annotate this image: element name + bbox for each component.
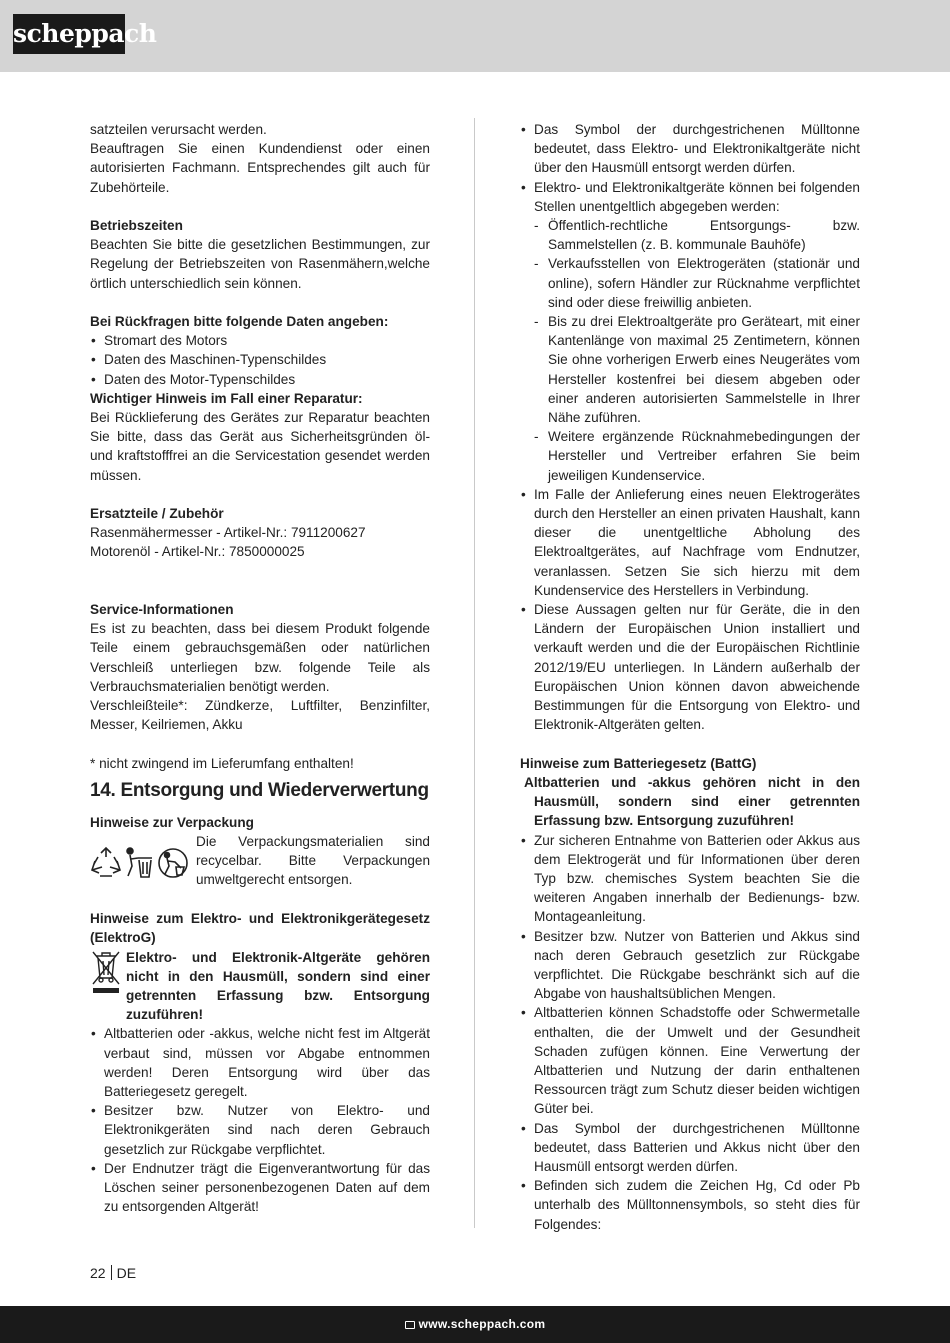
list-item: • Diese Aussagen gelten nur für Geräte, die in den Ländern der Europäischen Union installiert und verkauft werden und die der Europäischen Richtlinie 2012/19/EU unterliegen. In Ländern außerhalb der Europäischen Union können davon abweichende Bestimmungen für die Entsorgung von Elektro- und Elektronik-Altgeräten gelten. (520, 600, 860, 734)
weee-text: Elektro- und Elektronik-Altgeräte gehören nicht in den Hausmüll, sondern sind einer getrennten Erfassung bzw. Entsorgung zuzuführen! (126, 949, 430, 1023)
page-number-value: 22 (90, 1265, 106, 1281)
elektrog-list (90, 1024, 430, 1216)
ersatzteile-heading: Ersatzteile / Zubehör (90, 506, 224, 522)
list-item (520, 178, 860, 485)
list-item: • Besitzer bzw. Nutzer von Batterien und Akkus sind nach deren Gebrauch gesetzlich zur Rückgabe verpflichtet. Die Rückgabe beschränkt sich auf die Abgabe von haushaltsüblichen Mengen. (520, 927, 860, 1004)
sub-list-item: - Öffentlich-rechtliche Entsorgungs- bzw. Sammelstellen (z. B. kommunale Bauhöfe) (534, 216, 860, 254)
reparatur-text: Bei Rücklieferung des Gerätes zur Reparatur beachten Sie bitte, dass das Gerät aus Sicherheitsgründen öl- und kraftstofffrei an die Servicestation gesendet werden müssen. (90, 410, 430, 483)
collection-points-list (534, 216, 860, 485)
intro-text: satzteilen verursacht werden. Beauftragen Sie einen Kundendienst oder einen autorisierten Fachmann. Entsprechendes gilt auch für Zubehörteile. (90, 122, 430, 195)
verpackung-heading: Hinweise zur Verpackung (90, 814, 254, 830)
ersatzteil-motorenoel: Motorenöl - Artikel-Nr.: 7850000025 (90, 544, 305, 560)
betriebszeiten-heading: Betriebszeiten (90, 218, 183, 233)
list-item: • Stromart des Motors (90, 331, 430, 350)
disposal-list (520, 120, 860, 735)
weee-block (90, 948, 430, 1025)
verpackung-block (90, 832, 430, 890)
reparatur-heading: Wichtiger Hinweis im Fall einer Reparatur: (90, 390, 363, 406)
list-item: • Daten des Motor-Typenschildes (90, 370, 430, 389)
right-column (520, 120, 860, 1234)
recycling-icon (90, 846, 122, 880)
elektrog-heading: Hinweise zum Elektro- und Elektronikgerätegesetz (ElektroG) (90, 911, 430, 946)
left-column (90, 120, 430, 1216)
list-item: • Das Symbol der durchgestrichenen Mülltonne bedeutet, dass Batterien und Akkus nicht über den Hausmüll entsorgt werden dürfen. (520, 1119, 860, 1177)
column-divider (474, 118, 475, 1228)
betriebszeiten-text: Beachten Sie bitte die gesetzlichen Bestimmungen, zur Regelung der Betriebszeiten von Rasenmähern,welche örtlich unterschiedlich sein können. (90, 237, 430, 291)
battg-heading: Hinweise zum Batteriegesetz (BattG) (520, 755, 757, 771)
sub-list-item: - Bis zu drei Elektroaltgeräte pro Geräteart, mit einer Kantenlänge von maximal 25 Zentimetern, können Sie ohne vorherigen Erwerb eines Neugerätes vom Hersteller kostenfrei bei diesem abgeben oder einer anderen autorisierten Sammelstelle in Ihrer Nähe zuführen. (534, 312, 860, 427)
header-bar (0, 0, 950, 72)
section-title: 14. Entsorgung und Wiederverwertung (90, 779, 429, 801)
list-item: • Altbatterien können Schadstoffe oder Schwermetalle enthalten, die der Umwelt und der Gesundheit Schaden zufügen können. Eine Verwertung der Altbatterien und Nutzung der darin enthaltenen Ressourcen trägt zum Schutz dieser beiden wichtigen Güter bei. (520, 1003, 860, 1118)
monitor-icon (405, 1321, 415, 1329)
rueckfragen-list (90, 331, 430, 389)
scheppach-logo: scheppach (13, 14, 125, 54)
verschleissteile-text: Verschleißteile*: Zündkerze, Luftfilter, Benzinfilter, Messer, Keilriemen, Akku (90, 698, 430, 733)
list-item: • Daten des Maschinen-Typenschildes (90, 350, 430, 369)
list-item: • Das Symbol der durchgestrichenen Mülltonne bedeutet, dass Elektro- und Elektronikaltgeräte nicht über den Hausmüll entsorgt werden dürfen. (520, 120, 860, 178)
page-number (90, 1265, 136, 1281)
service-text: Es ist zu beachten, dass bei diesem Produkt folgende Teile einem gebrauchsgemäßen oder natürlichen Verschleiß unterliegen bzw. folgende Teile als Verbrauchsmaterialien benötigt werden. (90, 621, 430, 694)
list-item-text: Elektro- und Elektronikaltgeräte können bei folgenden Stellen unentgeltlich abgegeben werden: (534, 179, 860, 214)
footer-bar (0, 1306, 950, 1343)
language-code: DE (116, 1265, 137, 1281)
page-number-separator (111, 1265, 112, 1280)
list-item: • Altbatterien oder -akkus, welche nicht fest im Altgerät verbaut sind, müssen vor Abgabe entnommen werden! Deren Entsorgung wird über das Batteriegesetz geregelt. (90, 1024, 430, 1101)
sub-list-item: - Verkaufsstellen von Elektrogeräten (stationär und online), sofern Händler zur Rücknahme verpflichtet sind oder diese freiwillig anbieten. (534, 254, 860, 312)
green-dot-icon (156, 846, 190, 880)
sub-list-item: - Weitere ergänzende Rücknahmebedingungen der Hersteller und Vertreiber erfahren Sie beim jeweiligen Kundenservice. (534, 427, 860, 485)
list-item: • Im Falle der Anlieferung eines neuen Elektrogerätes durch den Hersteller an einen privaten Haushalt, kann dieser die unentgeltliche Abholung des Elektroaltgerätes, auf Nachfrage vom Endnutzer, veranlassen. Setzen Sie sich hierzu mit dem Kundenservice des Herstellers in Verbindung. (520, 485, 860, 600)
bin-person-icon (124, 846, 154, 880)
ersatzteil-messer: Rasenmähermesser - Artikel-Nr.: 7911200627 (90, 525, 366, 541)
service-heading: Service-Informationen (90, 602, 234, 618)
crossed-bin-icon (90, 948, 126, 1006)
rueckfragen-heading: Bei Rückfragen bitte folgende Daten angeben: (90, 314, 389, 329)
battg-warning: Altbatterien und -akkus gehören nicht in den Hausmüll, sondern sind einer getrennten Erfassung bzw. Entsorgung zuzuführen! (524, 774, 860, 829)
service-footnote: * nicht zwingend im Lieferumfang enthalten! (90, 755, 354, 771)
website-link[interactable]: www.scheppach.com (418, 1317, 546, 1331)
packaging-icons (90, 832, 196, 890)
list-item: • Zur sicheren Entnahme von Batterien oder Akkus aus dem Elektrogerät und für Informationen über deren Typ bzw. chemisches System beachten Sie die weiteren Angaben innerhalb der Bedienungs- bzw. Montageanleitung. (520, 831, 860, 927)
list-item: • Besitzer bzw. Nutzer von Elektro- und Elektronikgeräten sind nach deren Gebrauch gesetzlich zur Rückgabe verpflichtet. (90, 1101, 430, 1159)
list-item: • Der Endnutzer trägt die Eigenverantwortung für das Löschen seiner personenbezogenen Daten auf dem zu entsorgenden Altgerät! (90, 1159, 430, 1217)
list-item: • Befinden sich zudem die Zeichen Hg, Cd oder Pb unterhalb des Mülltonnensymbols, so steht dies für Folgendes: (520, 1176, 860, 1234)
verpackung-text: Die Verpackungsmaterialien sind recycelbar. Bitte Verpackungen umweltgerecht entsorgen. (196, 834, 430, 888)
battg-list (520, 831, 860, 1234)
